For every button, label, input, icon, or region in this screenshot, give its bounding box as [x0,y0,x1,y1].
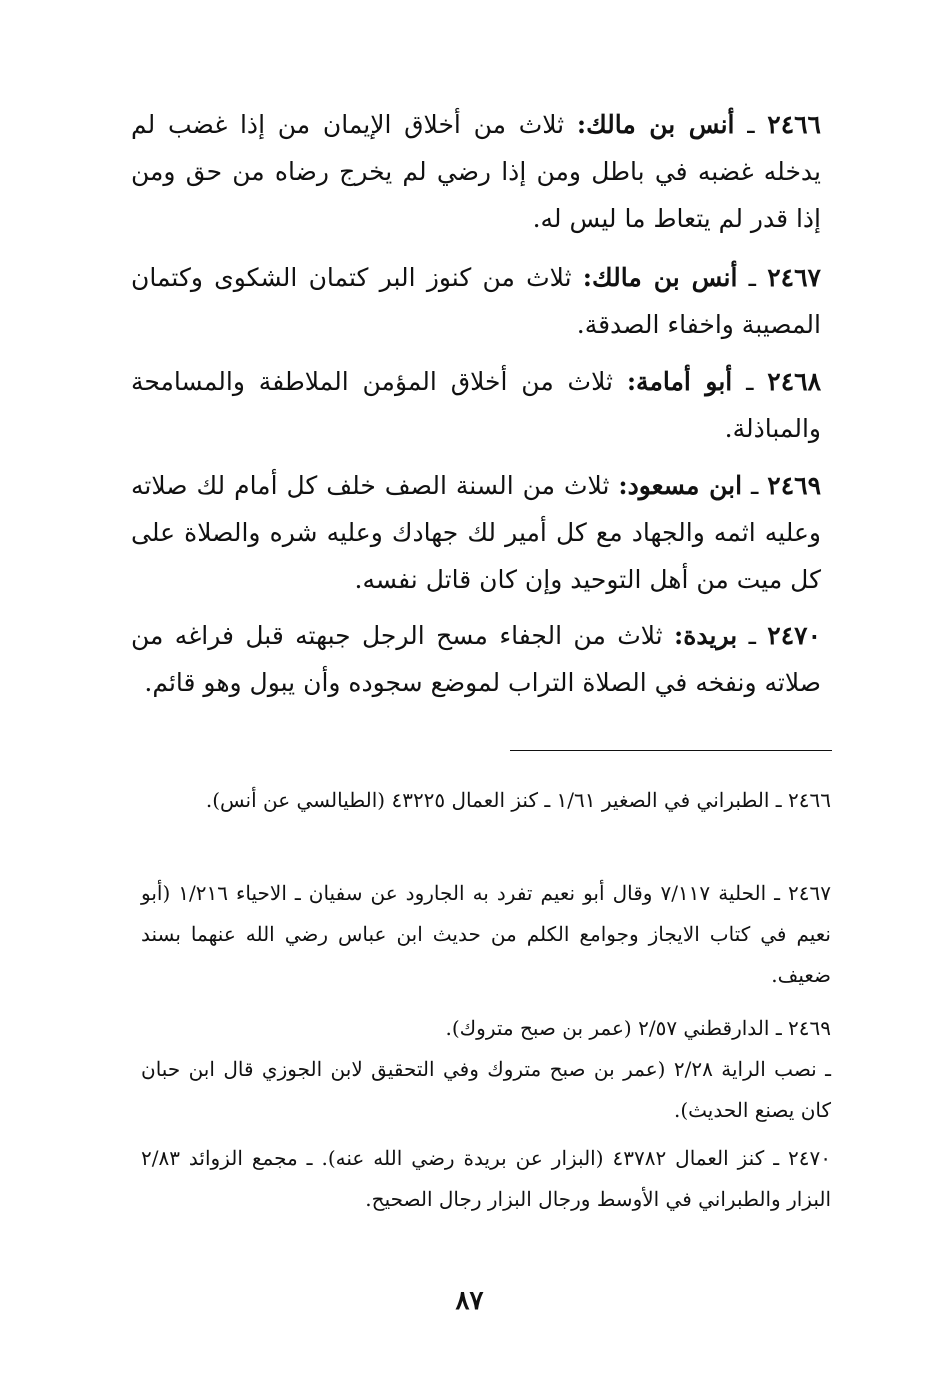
hadith-narrator: أنس بن مالك: [576,110,735,139]
hadith-entry: ٢٤٦٧ ـ أنس بن مالك: ثلاث من كنوز البر كتمان الشكوى وكتمان المصيبة واخفاء الصدقة. [131,263,821,339]
footnote: ٢٤٧٠ ـ كنز العمال ٤٣٧٨٢ (البزار عن بريدة رضي الله عنه). ـ مجمع الزوائد ٢/٨٣ البزار والطبراني في الأوسط ورجال البزار رجال الصحيح. [141,1146,831,1211]
hadith-entry: ٢٤٦٨ ـ أبو أمامة: ثلاث من أخلاق المؤمن الملاطفة والمسامحة والمباذلة. [131,367,821,443]
hadith-text: ثلاث من أخلاق المؤمن الملاطفة والمسامحة والمباذلة. [131,367,821,443]
page-number: ٨٧ [455,1286,484,1316]
hadith-narrator: بريدة: [674,621,738,650]
footnote-divider [510,750,832,751]
hadith-text: ثلاث من الجفاء مسح الرجل جبهته قبل فراغه من صلاته ونفخه في الصلاة التراب لموضع سجوده وأن يبول وهو قائم. [131,621,821,697]
hadith-text: ثلاث من السنة الصف خلف كل أمام لك صلاته وعليه اثمه والجهاد مع كل أمير لك جهادك وعليه شره والصلاة على كل ميت من أهل التوحيد وإن كان قاتل نفسه. [131,471,821,594]
hadith-text: ثلاث من أخلاق الإيمان من إذا غضب لم يدخله غضبه في باطل ومن إذا رضي لم يخرج رضاه من حق ومن إذا قدر لم يتعاط ما ليس له. [131,110,821,233]
hadith-number: ٢٤٦٨ [767,367,821,396]
hadith-narrator: أنس بن مالك: [582,263,738,292]
hadith-number: ٢٤٧٠ [767,621,822,650]
hadith-entry: ٢٤٦٩ ـ ابن مسعود: ثلاث من السنة الصف خلف كل أمام لك صلاته وعليه اثمه والجهاد مع كل أمير لك جهادك وعليه شره والصلاة على كل ميت من أهل التوحيد وإن كان قاتل نفسه. [131,471,821,594]
hadith-text: ثلاث من كنوز البر كتمان الشكوى وكتمان المصيبة واخفاء الصدقة. [131,263,821,339]
hadith-entry: ٢٤٧٠ ـ بريدة: ثلاث من الجفاء مسح الرجل جبهته قبل فراغه من صلاته ونفخه في الصلاة التراب لموضع سجوده وأن يبول وهو قائم. [131,621,822,697]
hadith-narrator: ابن مسعود: [618,471,743,500]
hadith-number: ٢٤٦٧ [767,263,821,292]
footnote: ـ نصب الراية ٢/٢٨ (عمر بن صبح متروك وفي التحقيق لابن الجوزي قال ابن حبان كان يصنع الحديث). [141,1057,831,1122]
hadith-entry: ٢٤٦٦ ـ أنس بن مالك: ثلاث من أخلاق الإيمان من إذا غضب لم يدخله غضبه في باطل ومن إذا رضي لم يخرج رضاه من حق ومن إذا قدر لم يتعاط ما ليس له. [131,110,821,233]
footnote: ٢٤٦٩ ـ الدارقطني ٢/٥٧ (عمر بن صبح متروك). [445,1016,831,1040]
footnote: ٢٤٦٧ ـ الحلية ٧/١١٧ وقال أبو نعيم تفرد به الجارود عن سفيان ـ الاحياء ١/٢١٦ (أبو نعيم في كتاب الايجاز وجوامع الكلم من حديث ابن عباس رضي الله عنهما بسند ضعيف. [141,881,831,987]
hadith-number: ٢٤٦٩ [767,471,821,500]
footnote: ٢٤٦٦ ـ الطبراني في الصغير ١/٦١ ـ كنز العمال ٤٣٢٢٥ (الطيالسي عن أنس). [205,788,831,812]
hadith-number: ٢٤٦٦ [767,110,821,139]
hadith-narrator: أبو أمامة: [626,367,733,396]
